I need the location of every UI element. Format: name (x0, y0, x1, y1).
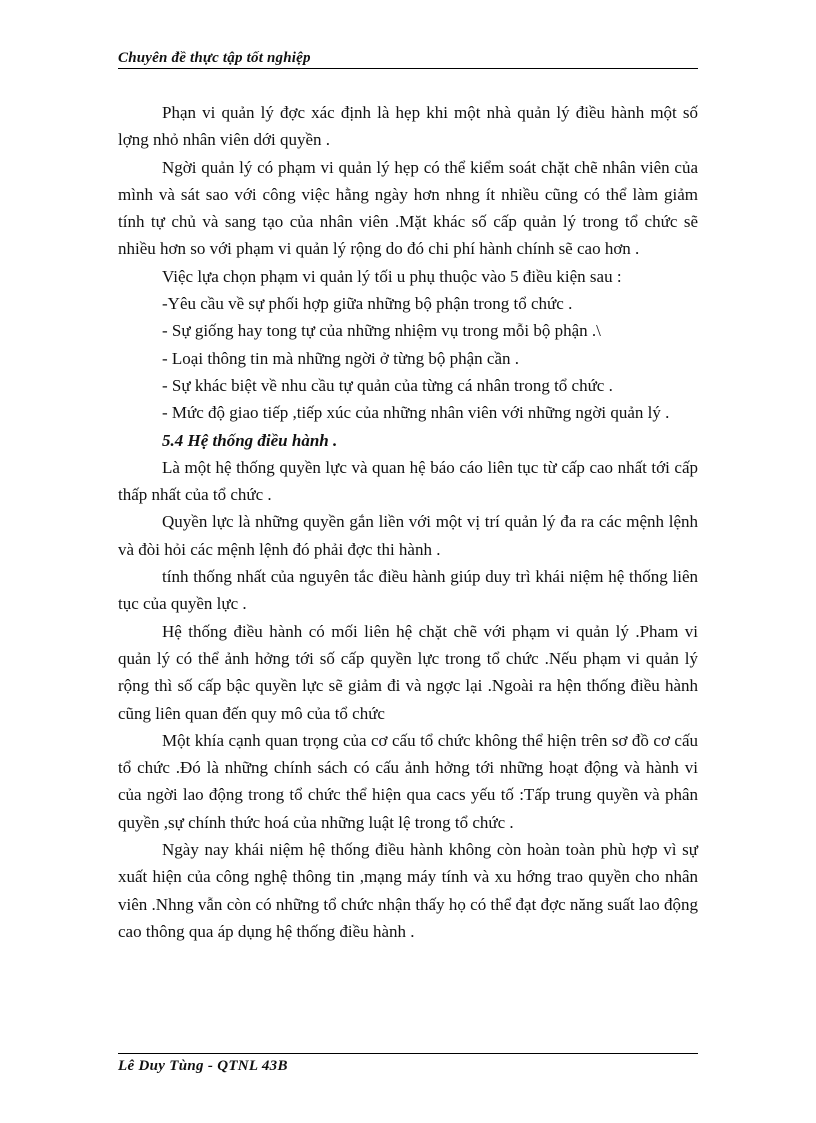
paragraph: Một khía cạnh quan trọng của cơ cấu tổ chức không thể hiện trên sơ đồ cơ cấu tổ chức .Đó là những chính sách có cấu ảnh hởng tới những hoạt động và hành vi của ngời lao động trong tổ chức thể hiện qua cacs yếu tố :Tấp trung quyền và phân quyền ,sự chính thức hoá của những luật lệ trong tổ chức . (118, 730, 698, 832)
list-item: - Sự giống hay tong tự của những nhiệm vụ trong mỗi bộ phận .\ (162, 321, 601, 341)
page-body (118, 99, 698, 945)
paragraph: Hệ thống điều hành có mối liên hệ chặt chẽ với phạm vi quản lý .Pham vi quản lý có thể ảnh hởng tới số cấp quyền lực trong tổ chức .Nếu phạm vi quản lý rộng thì số cấp bậc quyền lực sẽ giảm đi và ngợc lại .Ngoài ra hện thống điều hành cũng liên quan đến quy mô của tổ chức (118, 621, 698, 723)
paragraph: tính thống nhất của nguyên tắc điều hành giúp duy trì khái niệm hệ thống liên tục của quyền lực . (118, 567, 698, 614)
paragraph: Ngời quản lý có phạm vi quản lý hẹp có thể kiểm soát chặt chẽ nhân viên của mình và sát sao với công việc hằng ngày hơn nhng ít nhiều cũng có thể làm giảm tính tự chủ và sang tạo của nhân viên .Mặt khác số cấp quản lý trong tổ chức sẽ nhiều hơn so với phạm vi quản lý rộng do đó chi phí hành chính sẽ cao hơn . (118, 157, 698, 259)
footer-rule (118, 1053, 698, 1054)
list-item: - Mức độ giao tiếp ,tiếp xúc của những nhân viên với những ngời quản lý . (162, 403, 670, 423)
paragraph: Việc lựa chọn phạm vi quản lý tối u phụ thuộc vào 5 điều kiện sau : (162, 266, 622, 286)
list-item: - Sự khác biệt về nhu cầu tự quản của từng cá nhân trong tổ chức . (162, 375, 613, 395)
header-rule (118, 68, 698, 69)
paragraph: Phạn vi quản lý đợc xác định là hẹp khi một nhà quản lý điều hành một số lợng nhỏ nhân viên dới quyền . (118, 103, 698, 150)
section-heading: 5.4 Hệ thống điều hành . (162, 430, 338, 450)
paragraph: Quyền lực là những quyền gắn liền với một vị trí quản lý đa ra các mệnh lệnh và đòi hỏi các mệnh lệnh đó phải đợc thi hành . (118, 512, 698, 559)
paragraph: Là một hệ thống quyền lực và quan hệ báo cáo liên tục từ cấp cao nhất tới cấp thấp nhất của tổ chức . (118, 457, 698, 505)
paragraph: Ngày nay khái niệm hệ thống điều hành không còn hoàn toàn phù hợp vì sự xuất hiện của công nghệ thông tin ,mạng máy tính và xu hớng trao quyền cho nhân viên .Nhng vẫn còn có những tổ chức nhận thấy họ có thể đạt đợc năng suất lao động cao thông qua áp dụng hệ thống điều hành . (118, 840, 698, 941)
page-footer-author: Lê Duy Tùng - QTNL 43B (118, 1058, 288, 1074)
page-header-title: Chuyên đề thực tập tốt nghiệp (118, 50, 311, 66)
list-item: -Yêu cầu về sự phối hợp giữa những bộ phận trong tổ chức . (162, 294, 573, 314)
list-item: - Loại thông tin mà những ngời ở từng bộ phận cần . (162, 348, 519, 368)
